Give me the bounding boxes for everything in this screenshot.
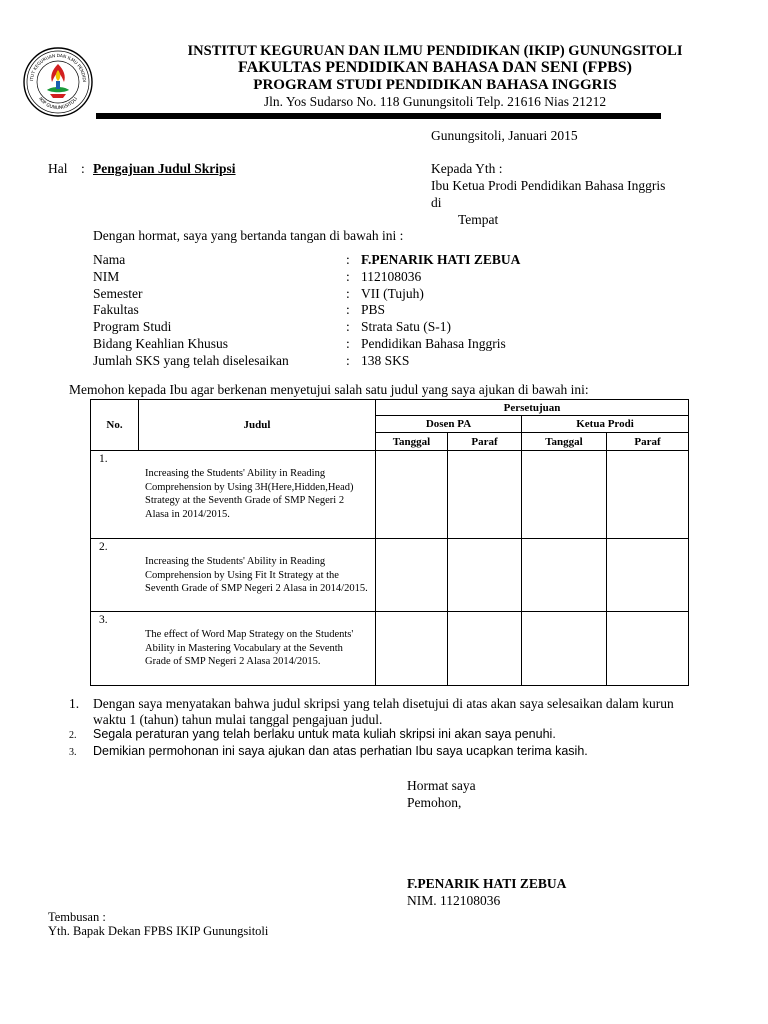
svg-text:IKIP GUNUNGSITOLI: IKIP GUNUNGSITOLI (37, 96, 79, 112)
identity-value-bidang: Pendidikan Bahasa Inggris (361, 336, 506, 351)
statement-number: 1. (69, 696, 80, 711)
program-name: PROGRAM STUDI PENDIDIKAN BAHASA INGGRIS (253, 77, 617, 93)
hal-colon: : (81, 161, 85, 176)
approval-cell (607, 612, 689, 686)
identity-label: NIM (93, 269, 120, 284)
header-persetujuan: Persetujuan (376, 400, 689, 416)
signer-name: F.PENARIK HATI ZEBUA (407, 876, 567, 891)
header-dosen-pa: Dosen PA (376, 416, 522, 433)
thesis-title: Increasing the Students' Ability in Reading Comprehension by Using 3H(Here,Hidden,Head) Strategy at the Seventh Grade of SMP Negeri 2 Alasa in 2014/2015. (145, 468, 354, 520)
statement-number: 3. (69, 747, 77, 758)
header-no: No. (91, 400, 139, 451)
signer-role: Pemohon, (407, 795, 462, 810)
cc-recipient: Yth. Bapak Dekan FPBS IKIP Gunungsitoli (48, 924, 269, 938)
identity-colon: : (346, 336, 350, 351)
faculty-name: FAKULTAS PENDIDIKAN BAHASA DAN SENI (FPBS) (238, 59, 632, 76)
statement-text: Demikian permohonan ini saya ajukan dan atas perhatian Ibu saya ucapkan terima kasih. (93, 744, 588, 758)
table-row (91, 612, 689, 686)
thesis-title-table (90, 399, 689, 686)
table-row (91, 451, 689, 539)
thesis-title: Increasing the Students' Ability in Reading Comprehension by Using Fit It Strategy at the Seventh Grade of SMP Negeri 2 Alasa in 2014/2015. (145, 556, 368, 594)
approval-cell (448, 612, 522, 686)
letter-subject: Pengajuan Judul Skripsi (93, 161, 236, 176)
identity-label: Nama (93, 252, 126, 267)
approval-cell (376, 451, 448, 539)
identity-colon: : (346, 302, 350, 317)
approval-cell (522, 451, 607, 539)
recipient-line-4: Tempat (458, 212, 499, 227)
signer-nim: NIM. 112108036 (407, 893, 501, 908)
request-sentence: Memohon kepada Ibu agar berkenan menyetujui salah satu judul yang saya ajukan di bawah ini: (69, 382, 589, 397)
letter-date: Gunungsitoli, Januari 2015 (431, 128, 578, 143)
row-number: 3. (99, 614, 108, 626)
approval-cell (376, 612, 448, 686)
header-paraf: Paraf (448, 433, 522, 451)
thesis-title: The effect of Word Map Strategy on the Students' Ability in Mastering Vocabulary at the Seventh Grade of SMP Negeri 2 Alasa 2014/2015. (145, 629, 354, 667)
approval-cell (522, 612, 607, 686)
institute-address: Jln. Yos Sudarso No. 118 Gunungsitoli Telp. 21616 Nias 21212 (263, 94, 607, 109)
recipient-line-1: Kepada Yth : (431, 161, 503, 176)
table-row (91, 539, 689, 612)
title-cell (91, 539, 376, 612)
svg-text:INSTITUT KEGURUAN DAN ILMU PEN: ITUT KEGURUAN DAN ILMU PENDIDI (30, 53, 87, 83)
statement-text: Dengan saya menyatakan bahwa judul skripsi yang telah disetujui di atas akan saya selesaikan dalam kurun (93, 696, 674, 711)
identity-colon: : (346, 252, 350, 267)
identity-label: Semester (93, 286, 143, 301)
greeting: Dengan hormat, saya yang bertanda tangan di bawah ini : (93, 228, 404, 243)
identity-value-program: Strata Satu (S-1) (361, 319, 451, 334)
approval-cell (376, 539, 448, 612)
header-tanggal: Tanggal (376, 433, 448, 451)
row-number: 2. (99, 541, 108, 553)
identity-value-semester: VII (Tujuh) (361, 286, 424, 301)
letterhead-divider (96, 113, 661, 119)
closing: Hormat saya (407, 778, 476, 793)
cc-label: Tembusan : (48, 910, 106, 924)
hal-label: Hal (48, 161, 68, 176)
identity-colon: : (346, 286, 350, 301)
identity-label: Fakultas (93, 302, 139, 317)
approval-cell (448, 451, 522, 539)
identity-colon: : (346, 269, 350, 284)
header-judul: Judul (139, 400, 376, 451)
approval-cell (607, 451, 689, 539)
header-ketua-prodi: Ketua Prodi (522, 416, 689, 433)
approval-cell (522, 539, 607, 612)
identity-colon: : (346, 353, 350, 368)
recipient-line-3: di (431, 195, 442, 210)
recipient-line-2: Ibu Ketua Prodi Pendidikan Bahasa Inggris (431, 178, 666, 193)
identity-label: Program Studi (93, 319, 172, 334)
header-tanggal: Tanggal (522, 433, 607, 451)
university-seal-icon (22, 46, 94, 118)
header-paraf: Paraf (607, 433, 689, 451)
title-cell (91, 451, 376, 539)
row-number: 1. (99, 453, 108, 465)
institute-name: INSTITUT KEGURUAN DAN ILMU PENDIDIKAN (IKIP) GUNUNGSITOLI (187, 43, 683, 59)
statement-text: waktu 1 (tahun) tahun mulai tanggal pengajuan judul. (93, 712, 383, 727)
title-cell (91, 612, 376, 686)
identity-value-sks: 138 SKS (361, 353, 410, 368)
identity-value-nim: 112108036 (361, 269, 422, 284)
approval-cell (448, 539, 522, 612)
approval-cell (607, 539, 689, 612)
statement-text: Segala peraturan yang telah berlaku untuk mata kuliah skripsi ini akan saya penuhi. (93, 727, 556, 741)
statement-number: 2. (69, 730, 77, 741)
identity-colon: : (346, 319, 350, 334)
identity-label: Jumlah SKS yang telah diselesaikan (93, 353, 289, 368)
identity-label: Bidang Keahlian Khusus (93, 336, 228, 351)
identity-value-name: F.PENARIK HATI ZEBUA (361, 252, 521, 267)
identity-value-fakultas: PBS (361, 302, 386, 317)
